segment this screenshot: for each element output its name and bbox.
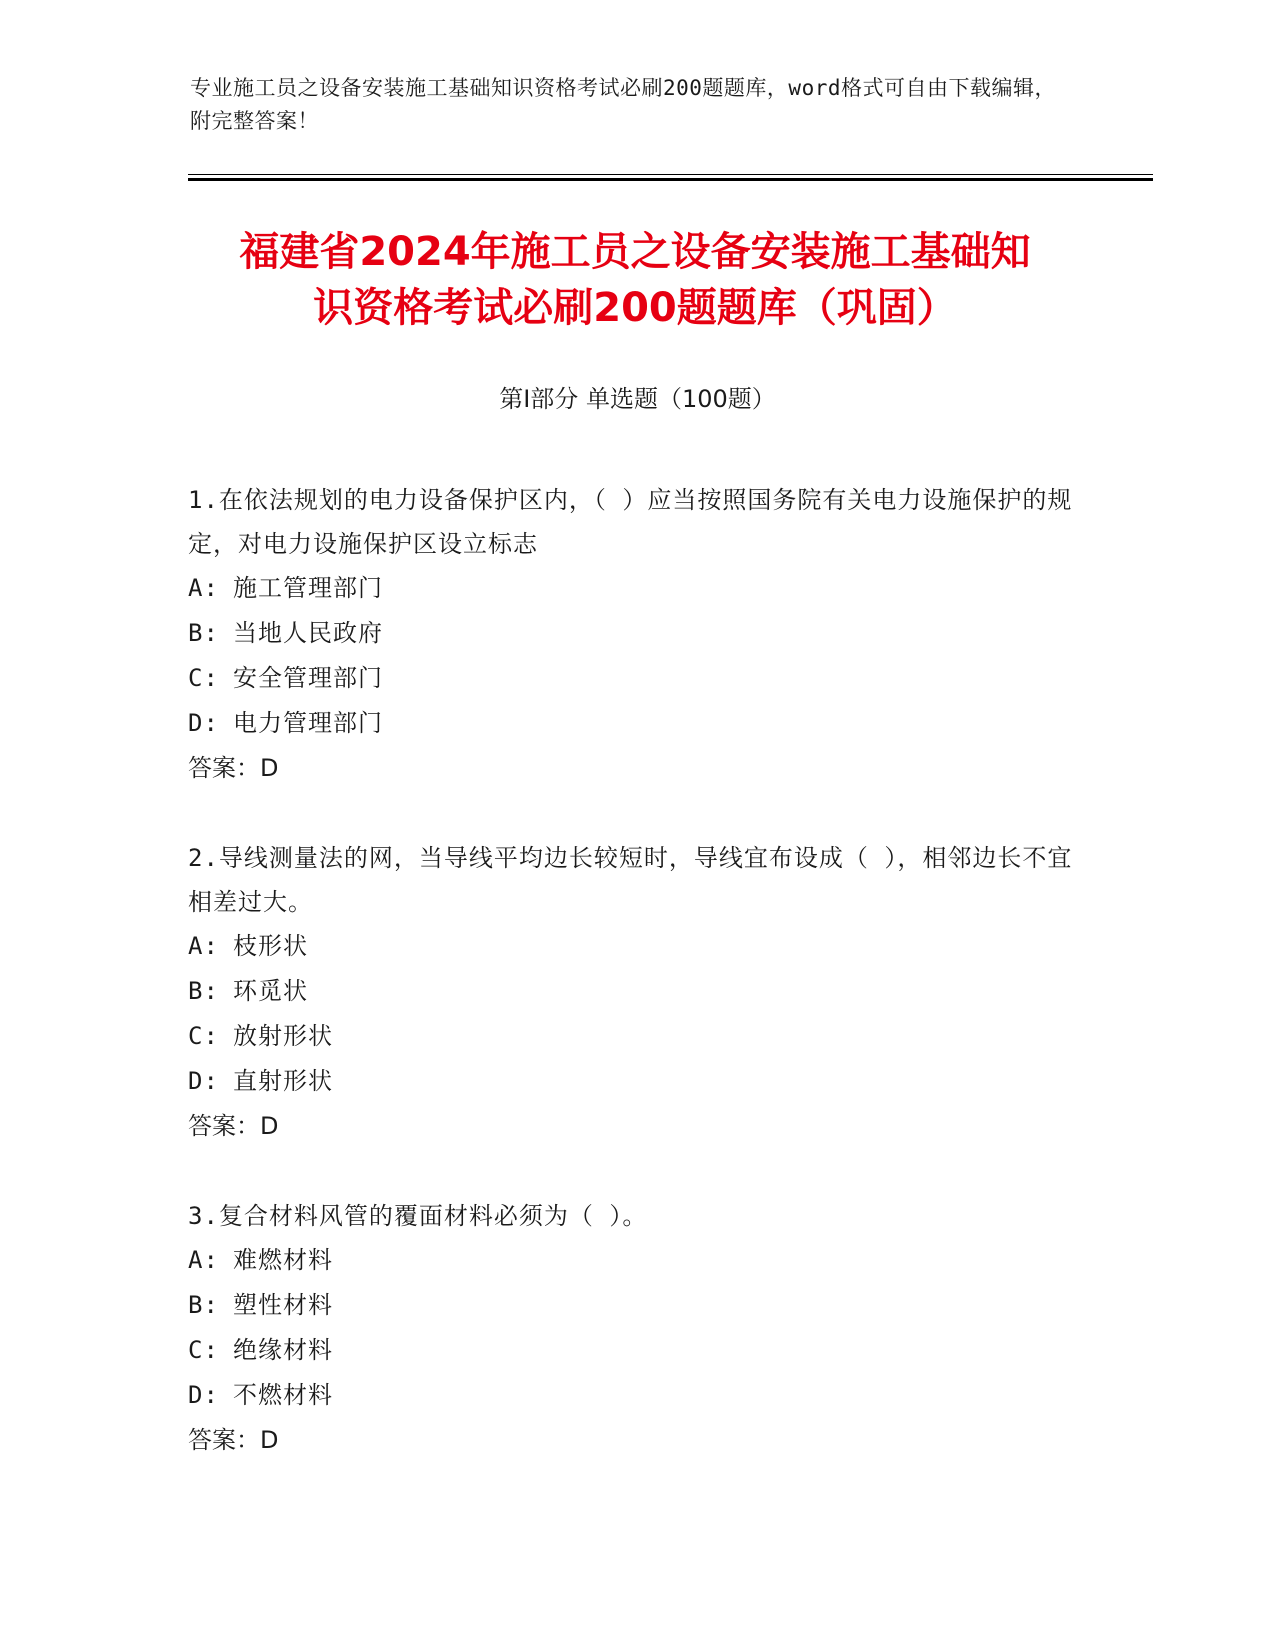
option-letter: A: xyxy=(188,932,219,960)
header-note: 专业施工员之设备安装施工基础知识资格考试必刷200题题库，word格式可自由下载编辑，附完整答案！ xyxy=(190,76,1056,133)
question-stem: 3.复合材料风管的覆面材料必须为（ ）。 xyxy=(188,1202,648,1230)
header-divider-thin xyxy=(188,174,1153,175)
option-text: 不燃材料 xyxy=(233,1381,333,1409)
option-b xyxy=(188,1283,1088,1328)
question-stem: 2.导线测量法的网，当导线平均边长较短时，导线宜布设成（ ），相邻边长不宜相差过大。 xyxy=(188,844,1073,916)
option-letter: B: xyxy=(188,619,219,647)
option-c xyxy=(188,1014,1088,1059)
header-divider-thick xyxy=(188,178,1153,181)
option-text: 枝形状 xyxy=(233,932,308,960)
option-d xyxy=(188,1059,1088,1104)
option-a xyxy=(188,566,1088,611)
option-letter: A: xyxy=(188,574,219,602)
option-text: 环觅状 xyxy=(233,977,308,1005)
option-letter: D: xyxy=(188,1067,219,1095)
option-text: 电力管理部门 xyxy=(233,709,383,737)
option-letter: D: xyxy=(188,1381,219,1409)
option-text: 难燃材料 xyxy=(233,1246,333,1274)
option-b xyxy=(188,611,1088,656)
option-letter: C: xyxy=(188,664,219,692)
option-text: 直射形状 xyxy=(233,1067,333,1095)
question-3 xyxy=(188,1194,1088,1463)
option-b xyxy=(188,969,1088,1014)
option-text: 施工管理部门 xyxy=(233,574,383,602)
answer-line: 答案：D xyxy=(188,1426,279,1454)
option-d xyxy=(188,701,1088,746)
document-title xyxy=(160,224,1110,336)
question-list xyxy=(188,478,1088,1508)
section-heading: 第I部分 单选题（100题） xyxy=(499,385,776,413)
option-letter: B: xyxy=(188,977,219,1005)
option-c xyxy=(188,1328,1088,1373)
question-1 xyxy=(188,478,1088,791)
option-text: 放射形状 xyxy=(233,1022,333,1050)
option-a xyxy=(188,924,1088,969)
option-letter: D: xyxy=(188,709,219,737)
option-letter: B: xyxy=(188,1291,219,1319)
question-stem: 1.在依法规划的电力设备保护区内，（ ）应当按照国务院有关电力设施保护的规定，对电力设施保护区设立标志 xyxy=(188,486,1073,558)
answer-line: 答案：D xyxy=(188,754,279,782)
option-letter: A: xyxy=(188,1246,219,1274)
answer-line: 答案：D xyxy=(188,1112,279,1140)
option-c xyxy=(188,656,1088,701)
option-letter: C: xyxy=(188,1336,219,1364)
option-text: 塑性材料 xyxy=(233,1291,333,1319)
option-text: 绝缘材料 xyxy=(233,1336,333,1364)
question-2 xyxy=(188,836,1088,1149)
option-a xyxy=(188,1238,1088,1283)
option-text: 安全管理部门 xyxy=(233,664,383,692)
option-d xyxy=(188,1373,1088,1418)
option-letter: C: xyxy=(188,1022,219,1050)
document-title-line-2: 识资格考试必刷200题题库（巩固） xyxy=(313,285,957,331)
option-text: 当地人民政府 xyxy=(233,619,383,647)
document-title-line-1: 福建省2024年施工员之设备安装施工基础知 xyxy=(239,229,1031,275)
